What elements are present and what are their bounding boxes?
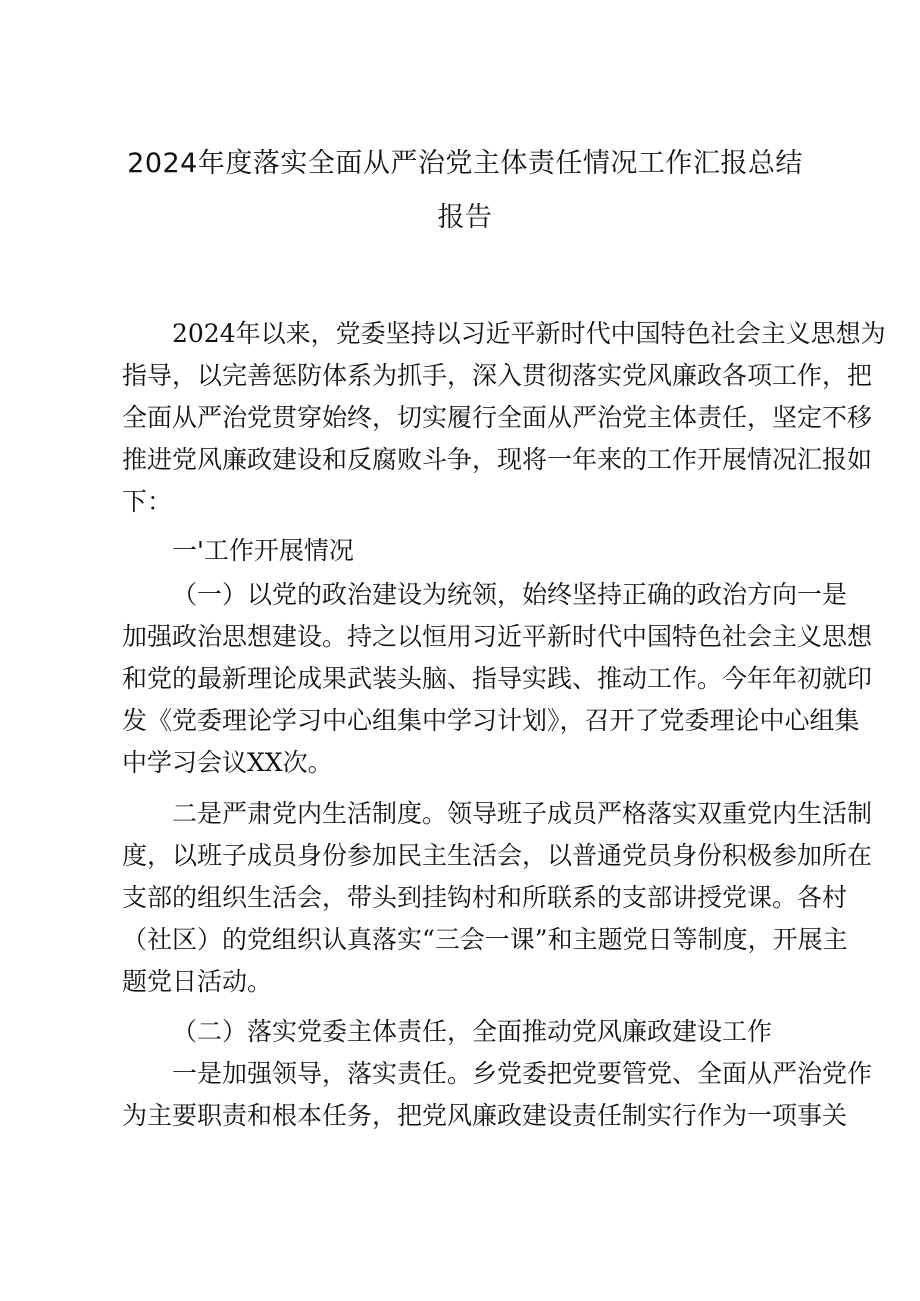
section-heading: 一'工作开展情况 [172, 536, 354, 565]
paragraph-line: 下： [122, 487, 173, 516]
paragraph-line: 一是加强领导，落实责任。乡党委把党要管党、全面从严治党作 [172, 1059, 873, 1088]
document-title-line-2: 报告 [437, 202, 493, 233]
paragraph-line: 推进党风廉政建设和反腐败斗争，现将一年来的工作开展情况汇报如 [122, 445, 873, 474]
paragraph-line: 指导，以完善惩防体系为抓手，深入贯彻落实党风廉政各项工作，把 [122, 361, 873, 390]
paragraph-line: 支部的组织生活会，带头到挂钩村和所联系的支部讲授党课。各村 [122, 883, 848, 912]
paragraph-line: 全面从严治党贯穿始终，切实履行全面从严治党主体责任，坚定不移 [122, 403, 873, 432]
subsection-heading: （二）落实党委主体责任，全面推动党风廉政建设工作 [172, 1017, 773, 1046]
paragraph-line: （一）以党的政治建设为统领，始终坚持正确的政治方向一是 [172, 580, 848, 609]
paragraph-line: （社区）的党组织认真落实“三会一课”和主题党日等制度，开展主 [122, 925, 848, 954]
paragraph-line: 中学习会议XX次。 [122, 748, 333, 777]
paragraph-line: 为主要职责和根本任务，把党风廉政建设责任制实行作为一项事关 [122, 1101, 848, 1130]
paragraph-line: 二是严肃党内生活制度。领导班子成员严格落实双重党内生活制 [172, 799, 873, 828]
paragraph-line: 度，以班子成员身份参加民主生活会，以普通党员身份积极参加所在 [122, 841, 873, 870]
paragraph-line: 题党日活动。 [122, 967, 273, 996]
paragraph-line: 加强政治思想建设。持之以恒用习近平新时代中国特色社会主义思想 [122, 622, 873, 651]
document-title-line-1: 2024年度落实全面从严治党主体责任情况工作汇报总结 [127, 148, 803, 179]
paragraph-line: 和党的最新理论成果武装头脑、指导实践、推动工作。今年年初就印 [122, 664, 873, 693]
paragraph-line: 发《党委理论学习中心组集中学习计划》，召开了党委理论中心组集 [122, 706, 860, 735]
paragraph-line: 2024年以来，党委坚持以习近平新时代中国特色社会主义思想为 [172, 319, 886, 348]
